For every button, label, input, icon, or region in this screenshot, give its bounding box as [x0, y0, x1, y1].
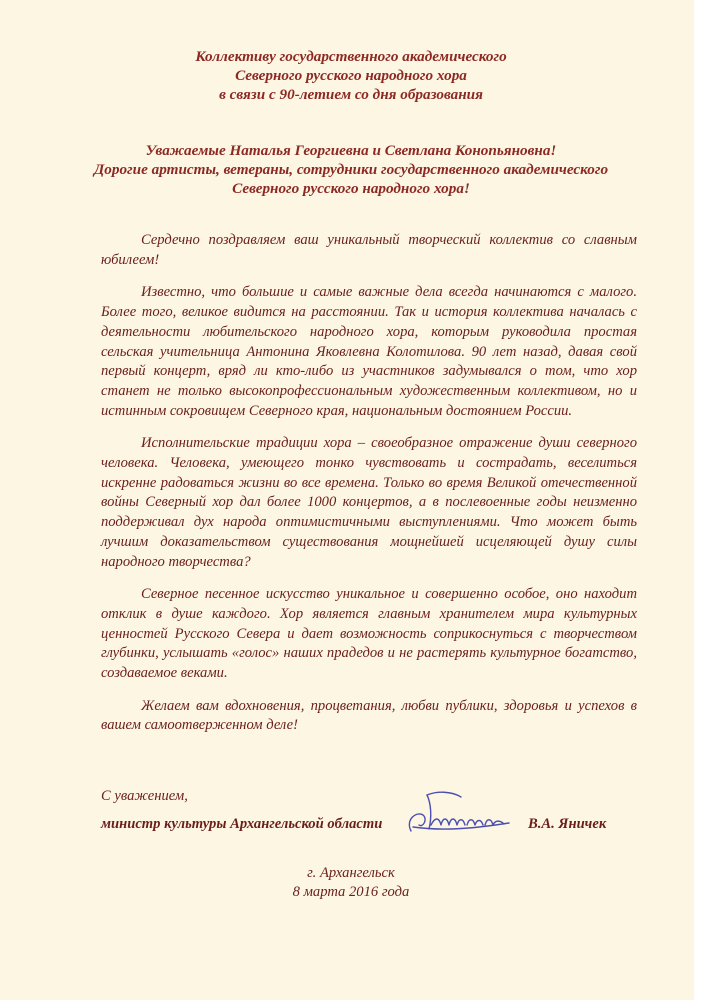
closing-phrase: С уважением, [101, 788, 188, 804]
place-of-issue: г. Архангельск [307, 865, 395, 881]
salutation-line: Северного русского народного хора! [232, 180, 470, 197]
body-paragraph: Сердечно поздравляем ваш уникальный творческий коллектив со славным юбилеем! [101, 232, 637, 268]
body-paragraph: Известно, что большие и самые важные дела всегда начинаются с малого. Более того, великое видится на расстоянии. Так и история коллектива началась с деятельности любительского народного хора, которым руководила простая сельская учительница Антонина Яковлевна Колотилова. 90 лет назад, давая свой первый концерт, вряд ли кто-либо из участников задумывался о том, что хор станет не только высокопрофессиональным художественным коллективом, но и истинным сокровищем Северного края, национальным достоянием России. [101, 284, 637, 419]
salutation-line: Уважаемые Наталья Георгиевна и Светлана Конопьяновна! [145, 142, 557, 159]
place-date-block [0, 864, 702, 902]
letter-body [101, 231, 637, 736]
addressee-line: Северного русского народного хора [235, 67, 467, 84]
addressee-block [0, 47, 702, 104]
addressee-line: Коллективу государственного академического [195, 48, 507, 65]
handwritten-signature [401, 781, 513, 843]
salutation-block [0, 141, 702, 198]
scan-edge [694, 0, 702, 1000]
issue-date: 8 марта 2016 года [292, 884, 410, 900]
body-paragraph: Исполнительские традиции хора – своеобразное отражение души северного человека. Человека, умеющего тонко чувствовать и сострадать, веселиться искренне радоваться жизни во все времена. Только во время Великой отечественной войны Северный хор дал более 1000 концертов, а в послевоенные годы неизменно поддерживал дух народа оптимистичными выступлениями. Что может быть лучшим доказательством существования мощнейшей исцеляющей душу силы народного творчества? [101, 435, 637, 570]
signatory-title: министр культуры Архангельской области [101, 816, 383, 832]
addressee-line: в связи с 90-летием со дня образования [219, 86, 483, 103]
signature-row [101, 813, 637, 843]
body-paragraph: Северное песенное искусство уникальное и совершенно особое, оно находит отклик в душе каждого. Хор является главным хранителем мира культурных ценностей Русского Севера и дает возможность соприкоснуться с творчеством глубинки, услышать «голос» наших прадедов и не растерять культурное богатство, создаваемое веками. [101, 586, 637, 682]
salutation-line: Дорогие артисты, ветераны, сотрудники государственного академического [93, 161, 609, 178]
body-paragraph: Желаем вам вдохновения, процветания, любви публики, здоровья и успехов в вашем самоотверженном деле! [101, 697, 637, 734]
signatory-name: В.А. Яничек [528, 816, 607, 832]
